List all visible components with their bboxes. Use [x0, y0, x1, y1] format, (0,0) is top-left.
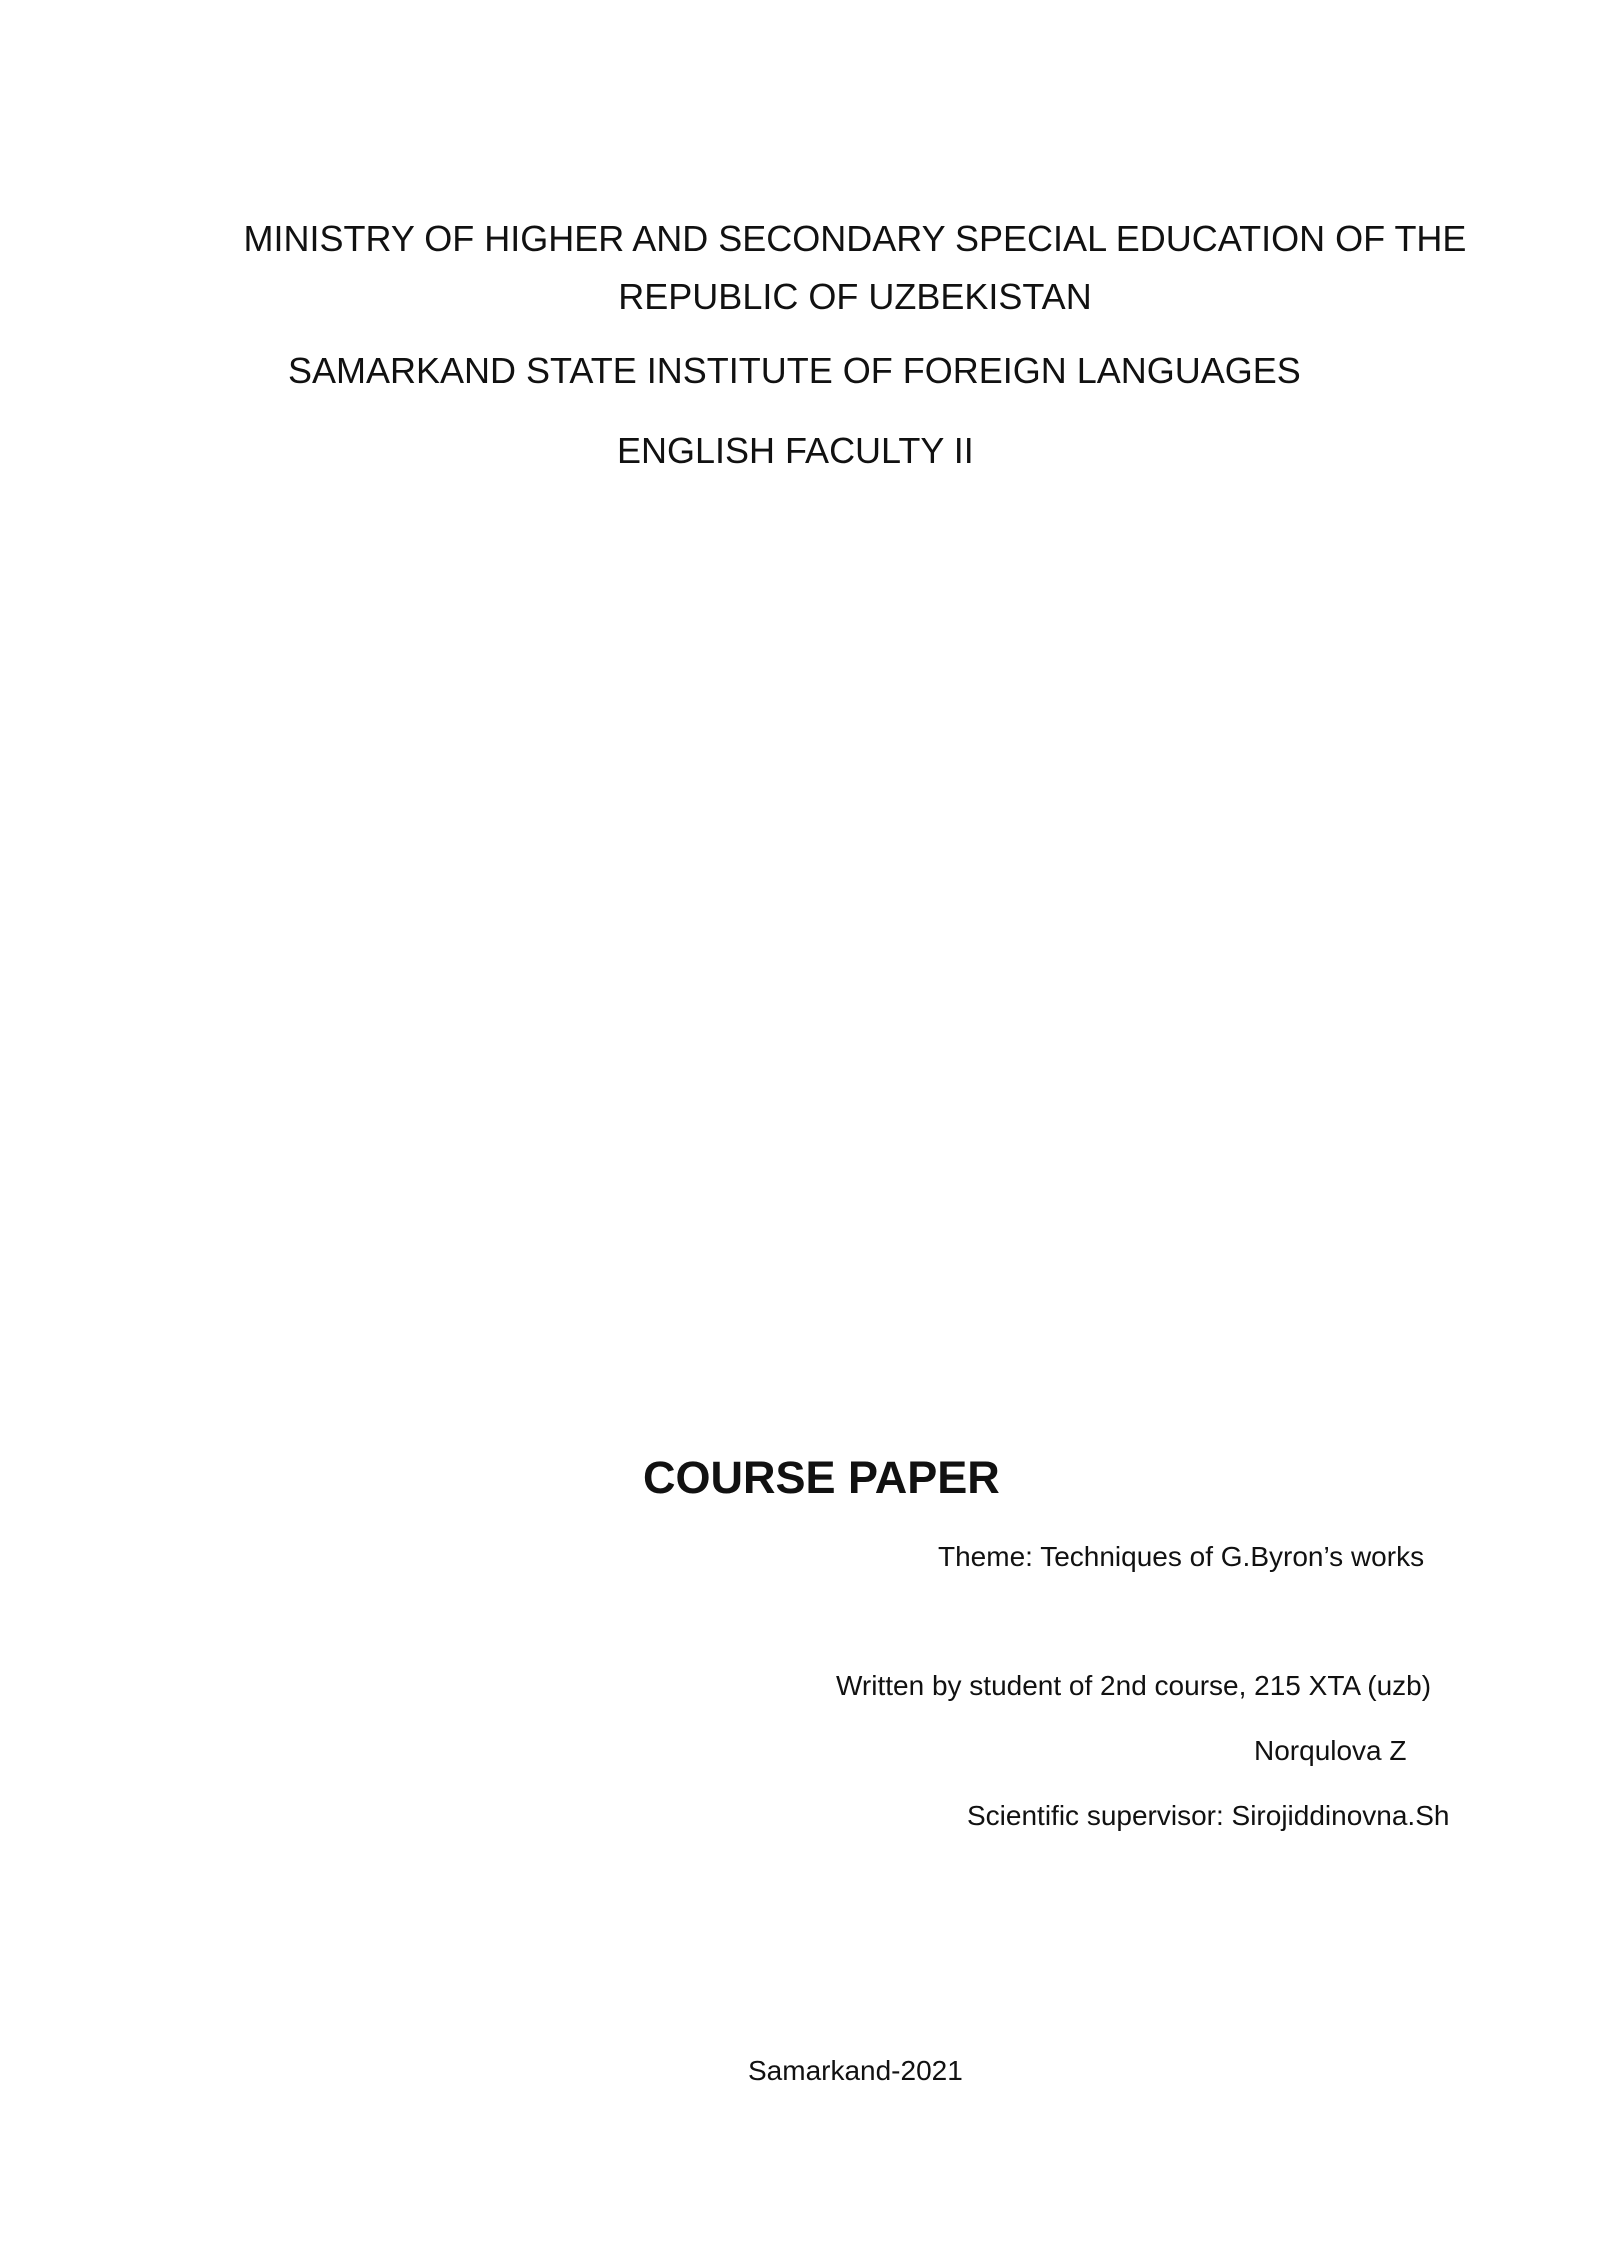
ministry-line-2: REPUBLIC OF UZBEKISTAN — [618, 276, 1092, 317]
student-name: Norqulova Z — [1254, 1735, 1407, 1766]
theme-line: Theme: Techniques of G.Byron’s works — [938, 1541, 1425, 1572]
ministry-line-1: MINISTRY OF HIGHER AND SECONDARY SPECIAL EDUCATION OF THE — [243, 218, 1467, 259]
institute-name: SAMARKAND STATE INSTITUTE OF FOREIGN LANGUAGES — [288, 350, 1301, 391]
city-year: Samarkand-2021 — [748, 2055, 963, 2086]
ministry-heading — [180, 210, 1530, 326]
document-type-title: COURSE PAPER — [643, 1452, 1000, 1503]
faculty-name: ENGLISH FACULTY II — [617, 430, 974, 471]
written-by-line: Written by student of 2nd course, 215 XTA (uzb) — [836, 1670, 1432, 1701]
supervisor-line: Scientific supervisor: Sirojiddinovna.Sh — [967, 1800, 1450, 1831]
